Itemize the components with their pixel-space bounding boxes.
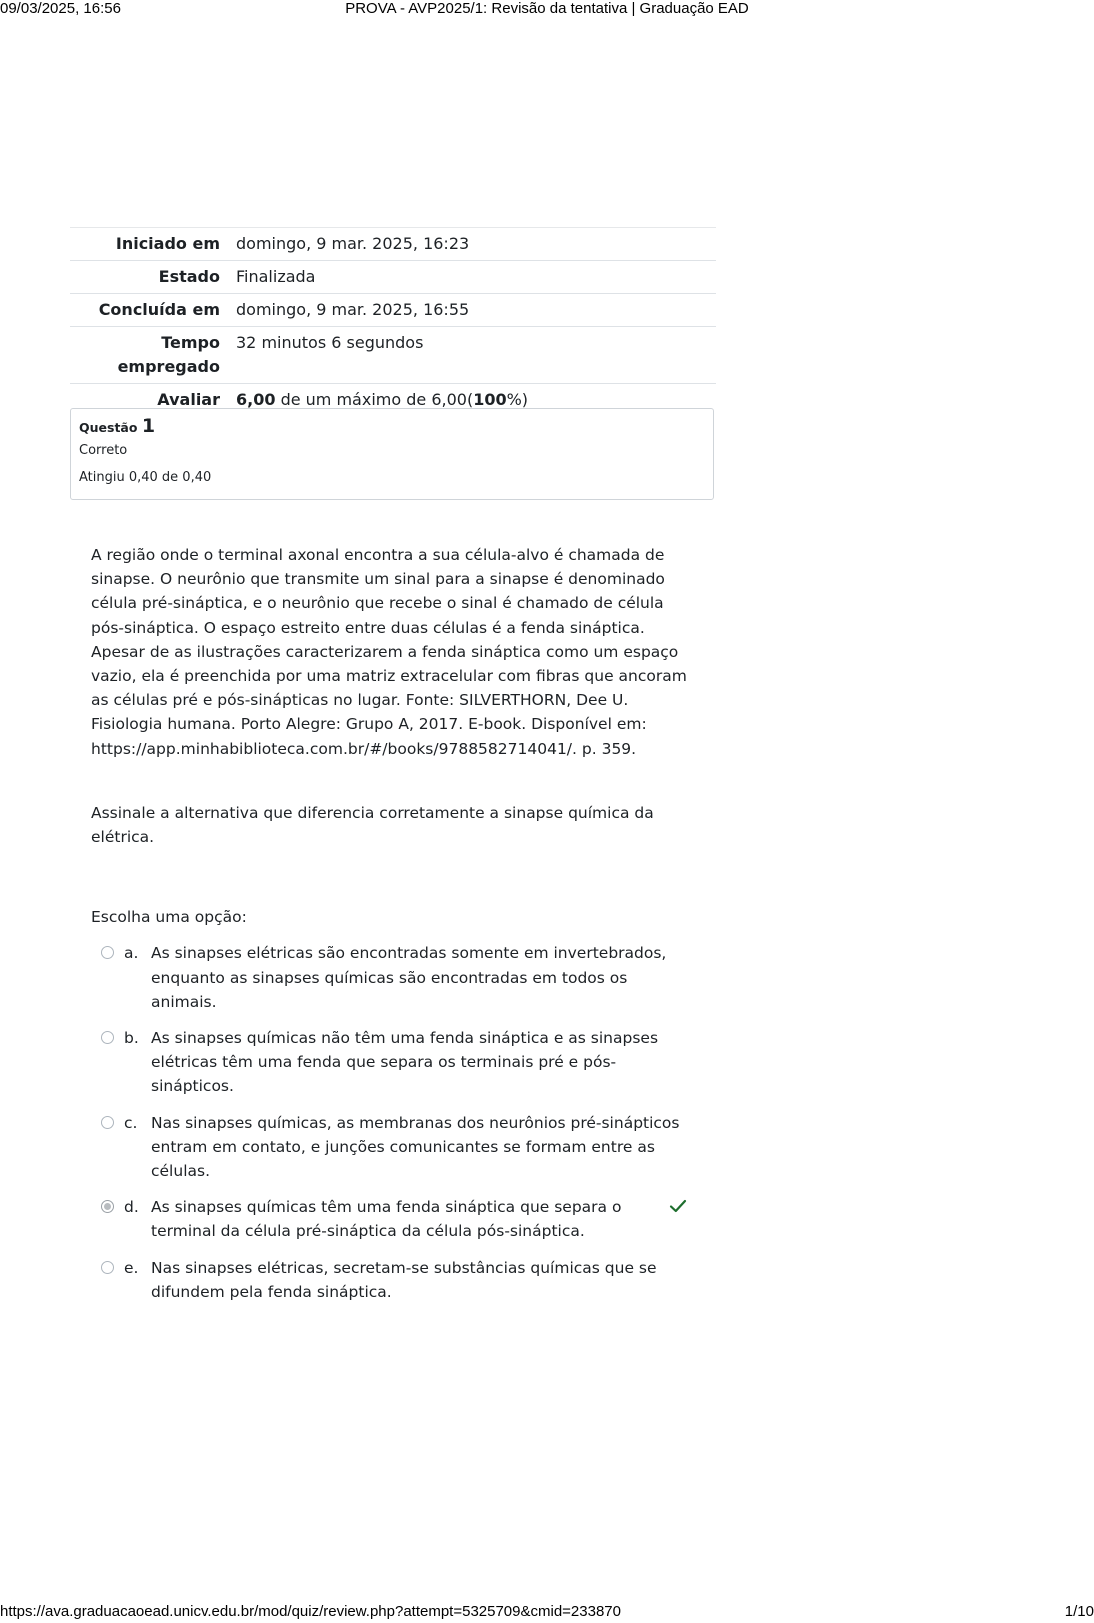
print-header: [0, 0, 1094, 20]
answer-option-e[interactable]: [91, 1256, 691, 1304]
answer-text: As sinapses químicas têm uma fenda sináptica que separa o terminal da célula pré-sináptica da célula pós-sináptica.: [151, 1198, 622, 1241]
answer-letter: d.: [124, 1198, 139, 1217]
answer-text: Nas sinapses elétricas, secretam-se substâncias químicas que se difundem pela fenda sináptica.: [151, 1258, 657, 1301]
summary-row-state: [70, 261, 716, 294]
radio-button-selected[interactable]: [101, 1200, 114, 1213]
radio-button[interactable]: [101, 946, 114, 959]
question-content: [91, 543, 691, 1316]
summary-row-started: [70, 228, 716, 261]
question-number-value: 1: [141, 415, 156, 437]
summary-label: Estado: [158, 267, 220, 286]
answer-letter: a.: [124, 944, 139, 963]
answer-option-a[interactable]: [91, 941, 691, 1014]
summary-value: domingo, 9 mar. 2025, 16:23: [236, 234, 470, 253]
summary-value: 32 minutos 6 segundos: [236, 333, 424, 352]
question-info-box: [70, 408, 714, 500]
summary-label: Iniciado em: [115, 234, 220, 253]
summary-row-completed: [70, 294, 716, 327]
summary-value: Finalizada: [236, 267, 316, 286]
print-page-title: PROVA - AVP2025/1: Revisão da tentativa | Graduação EAD: [345, 0, 749, 17]
radio-button[interactable]: [101, 1031, 114, 1044]
attempt-summary-table: [70, 227, 716, 416]
correct-check-icon: [669, 1198, 687, 1214]
radio-button[interactable]: [101, 1116, 114, 1129]
answer-list: [91, 941, 691, 1304]
answer-text: Nas sinapses químicas, as membranas dos neurônios pré-sinápticos entram em contato, e junções comunicantes se formam entre as células.: [151, 1113, 680, 1181]
summary-label: Tempo empregado: [117, 333, 220, 376]
grade-text: de um máximo de 6,00(: [275, 390, 474, 409]
question-grade: Atingiu 0,40 de 0,40: [79, 470, 212, 485]
answer-option-b[interactable]: [91, 1026, 691, 1099]
answer-text: As sinapses elétricas são encontradas somente em invertebrados, enquanto as sinapses químicas são encontradas em todos os animais.: [151, 944, 667, 1011]
question-number: [79, 415, 705, 437]
summary-row-time-taken: [70, 327, 716, 384]
radio-button[interactable]: [101, 1261, 114, 1274]
print-page-number: 1/10: [1064, 1603, 1094, 1620]
print-footer: [0, 1601, 1094, 1623]
print-datetime: 09/03/2025, 16:56: [0, 0, 121, 17]
summary-label: Concluída em: [98, 300, 220, 319]
choose-option-label: Escolha uma opção:: [91, 908, 247, 927]
answer-letter: b.: [124, 1029, 139, 1048]
answer-letter: e.: [124, 1258, 139, 1277]
answer-option-d[interactable]: [91, 1195, 691, 1243]
question-state: Correto: [79, 443, 128, 458]
question-label: Questão: [79, 420, 138, 435]
answer-text: As sinapses químicas não têm uma fenda sináptica e as sinapses elétricas têm uma fenda que separa os terminais pré e pós-sinápticos.: [151, 1029, 659, 1096]
summary-value: domingo, 9 mar. 2025, 16:55: [236, 300, 470, 319]
question-text: A região onde o terminal axonal encontra a sua célula-alvo é chamada de sinapse. O neurônio que transmite um sinal para a sinapse é denominado célula pré-sináptica, e o neurônio que recebe o sinal é chamado de célula pós-sináptica. O espaço estreito entre duas células é a fenda sináptica. Apesar de as ilustrações caracterizarem a fenda sináptica como um espaço vazio, ela é preenchida por uma matriz extracelular com fibras que ancoram as células pré e pós-sinápticas no lugar. Fonte: SILVERTHORN, Dee U. Fisiologia humana. Porto Alegre: Grupo A, 2017. E-book. Disponível em: https://app.minhabiblioteca.com.br/#/books/9788582714041/. p. 359.: [91, 546, 687, 758]
question-prompt: Assinale a alternativa que diferencia corretamente a sinapse química da elétrica.: [91, 803, 654, 847]
grade-suffix: %): [506, 390, 529, 409]
answer-option-c[interactable]: [91, 1111, 691, 1184]
answer-letter: c.: [124, 1113, 138, 1132]
summary-label: Avaliar: [157, 390, 220, 409]
grade-percent: 100: [473, 390, 507, 409]
grade-score: 6,00: [236, 390, 276, 409]
print-url: https://ava.graduacaoead.unicv.edu.br/mod/quiz/review.php?attempt=5325709&cmid=233870: [0, 1603, 621, 1620]
